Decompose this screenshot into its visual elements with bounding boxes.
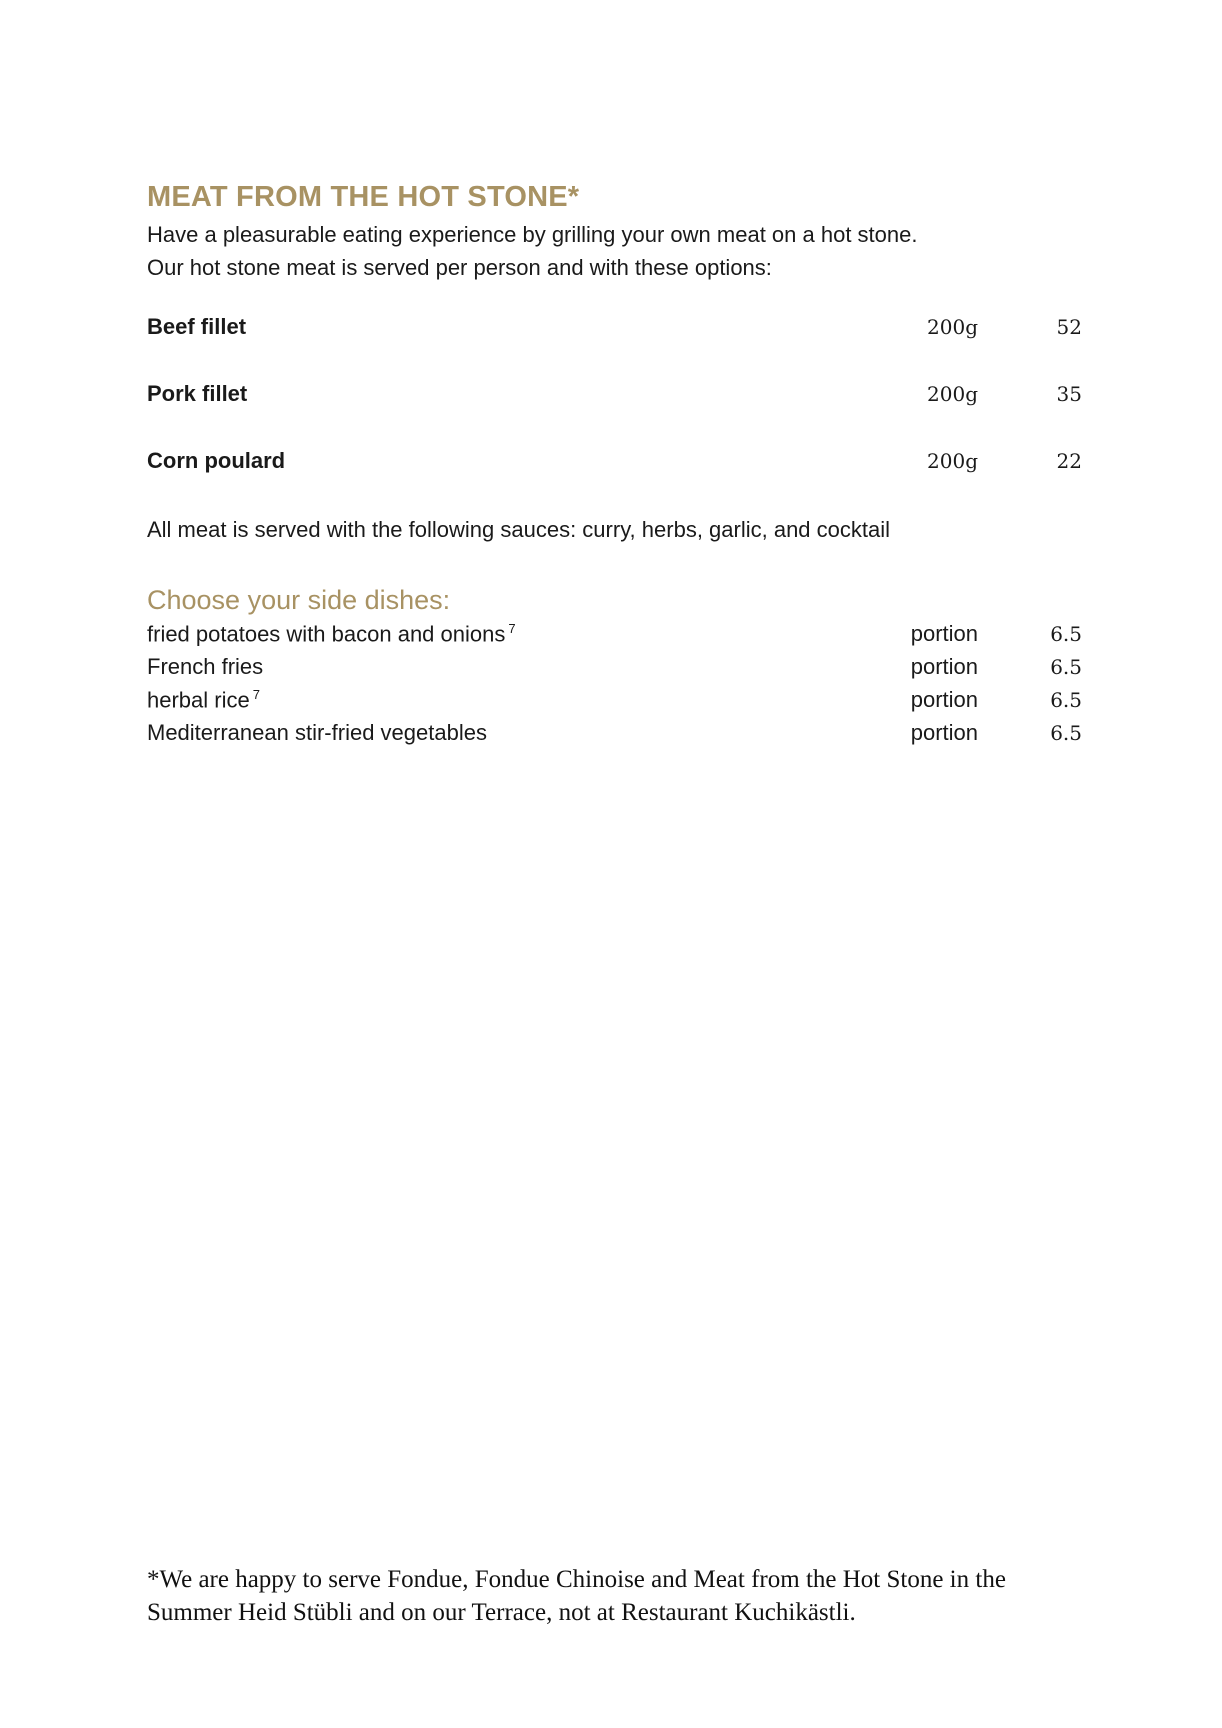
side-dish-unit: portion <box>910 720 978 745</box>
allergen-note: 7 <box>508 621 516 636</box>
allergen-note: 7 <box>252 687 260 702</box>
side-dish-price: 6.5 <box>1050 622 1082 647</box>
side-dish-item <box>147 720 1082 753</box>
meat-item-name: Beef fillet <box>147 314 247 339</box>
side-dish-name: fried potatoes with bacon and onions $^7$ <box>147 621 516 647</box>
side-dish-name: Mediterranean stir-fried vegetables <box>147 720 487 745</box>
meat-item <box>147 314 1082 381</box>
side-dish-unit: portion <box>910 621 978 647</box>
side-dish-item <box>147 687 1082 720</box>
footnote <box>147 1563 1107 1629</box>
footnote-line-1: *We are happy to serve Fondue, Fondue Chinoise and Meat from the Hot Stone in the <box>147 1566 1006 1593</box>
meat-item-price: 35 <box>1056 382 1082 406</box>
intro-line-1: Have a pleasurable eating experience by grilling your own meat on a hot stone. <box>147 222 918 247</box>
side-dish-unit: portion <box>910 654 978 679</box>
meat-item-price: 52 <box>1056 315 1082 339</box>
side-dish-name: French fries <box>147 654 264 679</box>
side-dish-price: 6.5 <box>1050 688 1082 713</box>
meat-list <box>147 314 1082 515</box>
footnote-line-2: Summer Heid Stübli and on our Terrace, not at Restaurant Kuchikästli. <box>147 1599 856 1626</box>
meat-item <box>147 448 1082 515</box>
meat-item-price: 22 <box>1056 449 1082 473</box>
menu-page <box>147 178 1082 753</box>
section-intro <box>147 218 1082 284</box>
side-dish-price: 6.5 <box>1050 655 1082 679</box>
meat-item-name: Corn poulard <box>147 448 286 473</box>
meat-item-quantity: 200g <box>927 449 978 473</box>
side-dish-price: 6.5 <box>1050 721 1082 745</box>
side-dishes-title: Choose your side dishes: <box>147 585 451 615</box>
side-dish-name: herbal rice $^7$ <box>147 687 260 713</box>
intro-line-2: Our hot stone meat is served per person and with these options: <box>147 255 772 280</box>
side-dish-item <box>147 654 1082 687</box>
sauces-note: All meat is served with the following sauces: curry, herbs, garlic, and cocktail <box>147 517 891 542</box>
meat-item-quantity: 200g <box>927 315 978 339</box>
side-dish-item <box>147 621 1082 654</box>
meat-item-name: Pork fillet <box>147 381 248 406</box>
side-dishes-list <box>147 621 1082 753</box>
side-dish-unit: portion <box>910 687 978 713</box>
section-title: MEAT FROM THE HOT STONE* <box>147 181 580 213</box>
meat-item-quantity: 200g <box>927 382 978 406</box>
meat-item <box>147 381 1082 448</box>
